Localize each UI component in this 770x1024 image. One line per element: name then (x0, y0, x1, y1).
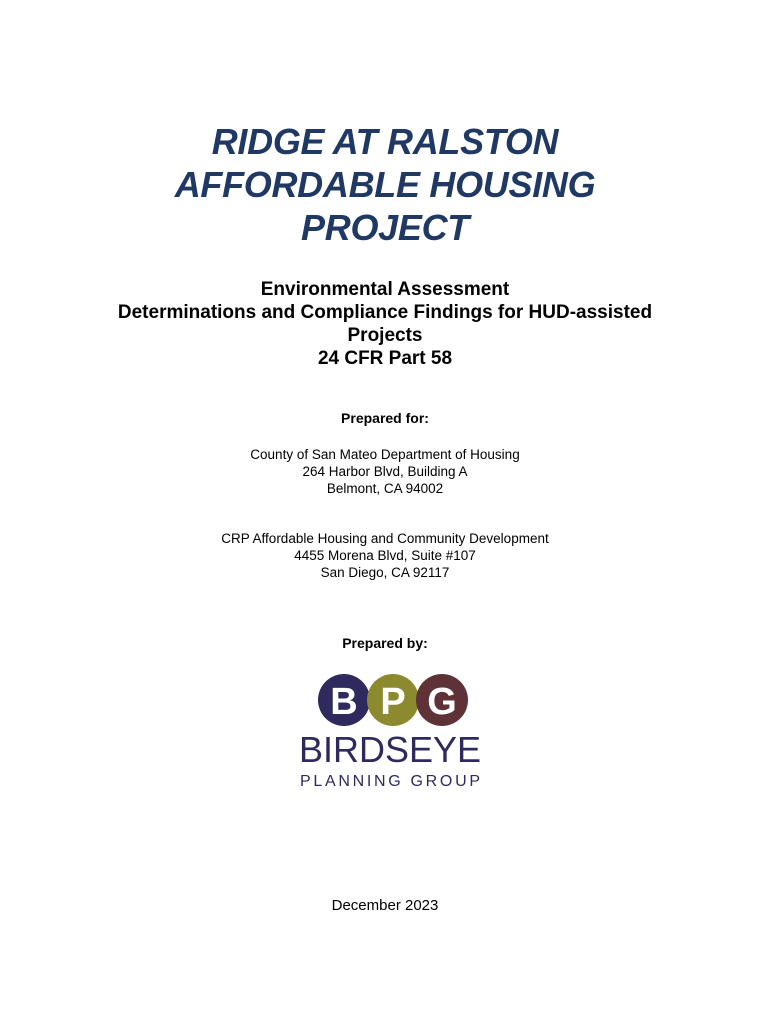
logo-letter-g: G (427, 681, 457, 723)
client-2-city: San Diego, CA 92117 (320, 565, 450, 580)
client-2-street: 4455 Morena Blvd, Suite #107 (294, 548, 476, 563)
document-title (0, 120, 770, 249)
bpg-logo-graphic (290, 667, 490, 797)
subtitle-line-3: Projects (347, 325, 423, 346)
document-date: December 2023 (331, 897, 439, 914)
document-subtitle (0, 278, 770, 370)
title-line-3: PROJECT (301, 207, 469, 248)
prepared-for-label: Prepared for: (341, 410, 429, 426)
logo-letter-p: P (380, 681, 406, 723)
subtitle-line-1: Environmental Assessment (260, 279, 510, 300)
logo-tagline: PLANNING GROUP (300, 773, 480, 790)
client-1-address (0, 446, 770, 497)
title-line-2: AFFORDABLE HOUSING (174, 164, 596, 205)
prepared-by-label: Prepared by: (342, 635, 428, 651)
subtitle-line-4: 24 CFR Part 58 (317, 348, 453, 369)
title-line-1: RIDGE AT RALSTON (211, 121, 559, 162)
subtitle-line-2: Determinations and Compliance Findings for HUD-assisted (117, 302, 653, 323)
logo-letter-b: B (330, 681, 358, 723)
client-2-name: CRP Affordable Housing and Community Development (221, 531, 549, 546)
bpg-logo (290, 667, 490, 797)
client-2-address (0, 530, 770, 581)
client-1-city: Belmont, CA 94002 (326, 481, 444, 496)
logo-name: BIRDSEYE (299, 729, 481, 770)
client-1-name: County of San Mateo Department of Housing (250, 447, 520, 462)
client-1-street: 264 Harbor Blvd, Building A (302, 464, 468, 479)
